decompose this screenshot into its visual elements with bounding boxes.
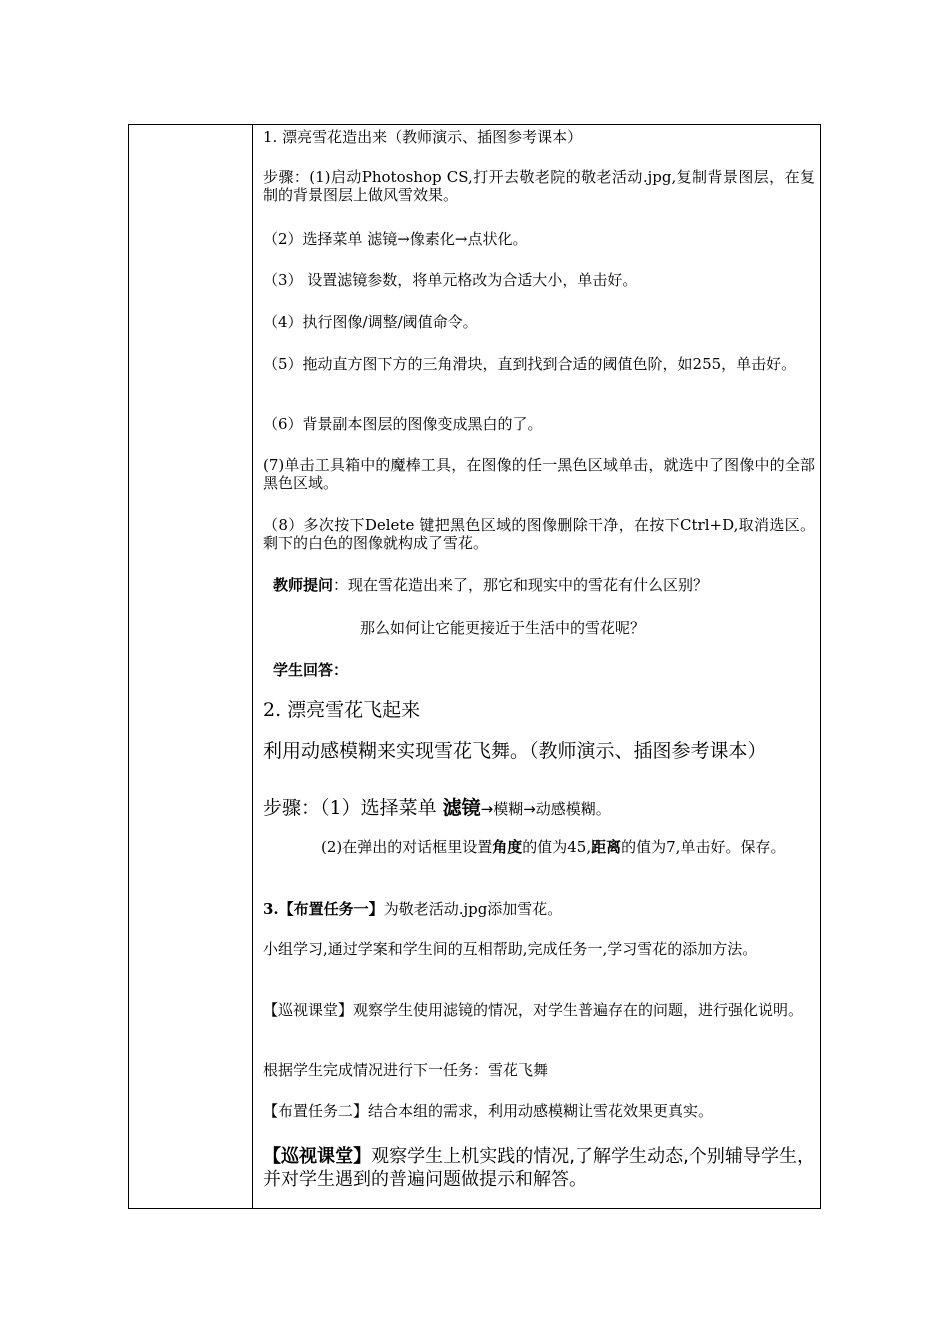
section-2-intro: 利用动感模糊来实现雪花飞舞。（教师演示、插图参考课本）: [263, 740, 767, 762]
inspection-label: 【巡视课堂】: [263, 1146, 372, 1167]
section-2-heading: 2. 漂亮雪花飞起来: [263, 699, 421, 721]
group-study-paragraph: 小组学习,通过学案和学生间的互相帮助,完成任务一,学习雪花的添加方法。: [263, 940, 758, 958]
inspection-text: 观察学生上机实践的情况,了解学生动态,个别辅导学生，并对学生遇到的普遍问题做提示和解答。: [263, 1146, 815, 1190]
distance-bold-text: 距离: [591, 838, 622, 856]
inspection-paragraph-1: 【巡视课堂】观察学生使用滤镜的情况，对学生普遍存在的问题，进行强化说明。: [263, 1001, 804, 1019]
step-4-paragraph: （4）执行图像/调整/阈值命令。: [263, 313, 478, 331]
teacher-question: [273, 576, 815, 594]
task-2-paragraph: 【布置任务二】结合本组的需求，利用动感模糊让雪花效果更真实。: [263, 1102, 714, 1120]
task-1-paragraph: [263, 900, 815, 918]
step-2-paragraph: （2）选择菜单 滤镜→像素化→点状化。: [263, 230, 528, 248]
step-6-paragraph: （6）背景副本图层的图像变成黑白的了。: [263, 415, 543, 433]
step-2-text-a: (2)在弹出的对话框里设置: [321, 838, 493, 856]
left-column-cell: [129, 125, 253, 1208]
section-2-step-2: [263, 838, 815, 856]
task-1-label: 【布置任务一】: [278, 900, 384, 918]
step-2-text-c: 的值为7,单击好。保存。: [621, 838, 786, 856]
section-2-step-1: [263, 797, 815, 820]
lesson-table: [128, 124, 821, 1209]
step-8-paragraph: （8）多次按下Delete 键把黑色区域的图像删除干净，在按下Ctrl+D,取消选区。剩下的白色的图像就构成了雪花。: [263, 516, 815, 552]
step-5-paragraph: （5）拖动直方图下方的三角滑块，直到找到合适的阈值色阶，如255，单击好。: [263, 355, 797, 373]
next-task-paragraph: 根据学生完成情况进行下一任务：雪花飞舞: [263, 1061, 549, 1079]
step-7-paragraph: (7)单击工具箱中的魔棒工具，在图像的任一黑色区域单击，就选中了图像中的全部黑色区域。: [263, 456, 815, 492]
menu-path-text: →模糊→动感模糊。: [480, 800, 611, 818]
task-1-number: 3.: [263, 900, 279, 918]
section-1-heading: 1. 漂亮雪花造出来（教师演示、插图参考课本）: [263, 128, 583, 146]
angle-bold-text: 角度: [492, 838, 523, 856]
inspection-paragraph-2: [263, 1145, 815, 1191]
step-3-paragraph: （3） 设置滤镜参数，将单元格改为合适大小，单击好。: [263, 271, 638, 289]
filter-bold-text: 滤镜: [442, 797, 481, 819]
student-answer-label: 学生回答：: [273, 661, 349, 679]
content-cell: [254, 125, 819, 1208]
step-1-paragraph: 步骤：(1)启动Photoshop CS,打开去敬老院的敬老活动.jpg,复制背景图层，在复制的背景图层上做风雪效果。: [263, 168, 815, 204]
teacher-question-label: 教师提问: [273, 576, 334, 594]
follow-up-question: 那么如何让它能更接近于生活中的雪花呢？: [360, 619, 646, 637]
step-2-text-b: 的值为45,: [522, 838, 592, 856]
task-1-text: 为敬老活动.jpg添加雪花。: [383, 900, 563, 918]
teacher-question-text: ：现在雪花造出来了，那它和现实中的雪花有什么区别？: [333, 576, 709, 594]
step-label: 步骤：（1）选择菜单: [263, 797, 443, 819]
